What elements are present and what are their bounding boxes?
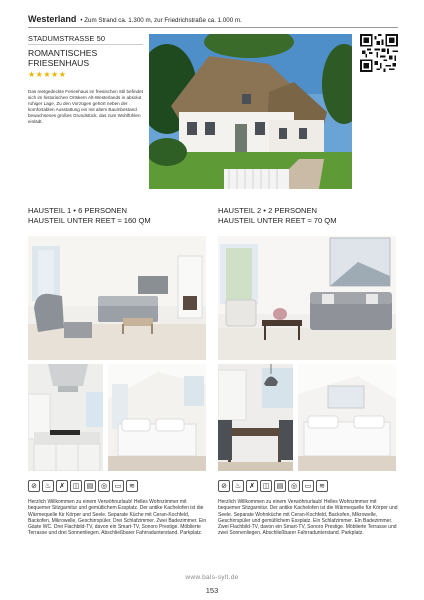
property-address: STADUMSTRASSE 50: [28, 34, 106, 43]
unit-1-heading-line1: HAUSTEIL 1 • 6 PERSONEN: [28, 206, 128, 215]
no-smoking-icon: ⊘: [218, 480, 230, 492]
unit-1-bedroom-photo: [108, 364, 206, 471]
unit-2-heading: [218, 206, 396, 226]
dishwasher-icon: ◫: [260, 480, 272, 492]
unit-2-heading-line2: HAUSTEIL UNTER REET ≈ 70 QM: [218, 216, 337, 225]
no-pets-icon: ✗: [56, 480, 68, 492]
tv-icon: ▭: [302, 480, 314, 492]
oven-icon: ▤: [84, 480, 96, 492]
unit-2-heading-line1: HAUSTEIL 2 • 2 PERSONEN: [218, 206, 318, 215]
property-title-line1: ROMANTISCHES: [28, 48, 98, 58]
unit-1-kitchen-photo: [28, 364, 103, 471]
unit-1-living-room-photo: [28, 236, 206, 360]
page-number: 153: [205, 586, 219, 595]
unit-2-living-room-photo: [218, 236, 396, 360]
unit-2-bedroom-photo: [298, 364, 396, 471]
oven-icon: ▤: [274, 480, 286, 492]
washing-machine-icon: ◎: [98, 480, 110, 492]
sauna-icon: ♨: [42, 480, 54, 492]
washing-machine-icon: ◎: [288, 480, 300, 492]
qr-code[interactable]: [360, 34, 398, 72]
distance-info: • Zum Strand ca. 1.300 m, zur Friedrichstraße ca. 1.000 m.: [80, 17, 242, 24]
divider: [28, 44, 143, 45]
property-title: [28, 48, 97, 68]
unit-2-description: Herzlich Willkommen zu einem Verwöhnurlaub! Helles Wohnzimmer mit bequemer Sitzgarnitur. Der antike Kachelofen ist die Wärmequelle für Körper und Seele. Separate Wohnküche mit Ceran-Kochfeld, Backofen, Mikrowelle, Geschirrspüler und gemütlichem Essplatz. Ein Schlafzimmer. Ein Badezimmer. Zwei Flachbild-TV, davon ein Smart-TV, Sonoro Prestige. Möblierte Terrasse und zwei Sonnenliegen. Abschließbarer Fahrradunterstand. Parkplatz.: [218, 499, 398, 537]
unit-1-heading-line2: HAUSTEIL UNTER REET ≈ 160 QM: [28, 216, 151, 225]
property-intro-text: Das reetgedeckte Ferienhaus im friesischen Stil befindet sich im historischen Ortskern Alt-Westerlands in absolut ruhiger Lage. Zu den Vorzügen gehört neben der komfortablen Ausstattung ein mit altem Baumbestand bewachsenes großes Grundstück, das zum Wohlfühlen einlädt.: [28, 89, 143, 124]
star-rating: ★★★★★: [28, 70, 67, 79]
house-exterior-photo: [149, 34, 352, 189]
property-title-line2: FRIESENHAUS: [28, 58, 90, 68]
unit-1-heading: [28, 206, 206, 226]
no-pets-icon: ✗: [246, 480, 258, 492]
unit-2-amenity-icons: [218, 480, 328, 492]
website-url[interactable]: www.bals-sylt.de: [185, 574, 239, 581]
unit-2-dining-photo: [218, 364, 293, 471]
wifi-icon: ≋: [316, 480, 328, 492]
no-smoking-icon: ⊘: [28, 480, 40, 492]
unit-1-description: Herzlich Willkommen zu einem Verwöhnurlaub! Helles Wohnzimmer mit bequemer Sitzgarnitur und gemütlichem Essplatz. Der antike Kachelofen ist die Wärmequelle für Körper und Seele. Separate Küche mit Ceran-Kochfeld, Backofen, Mikrowelle, Geschirrspüler. Drei Schlafzimmer. Zwei Badezimmer. Ein Gäste WC. Drei Flachbild-TV, davon ein Smart-TV, Sonoro Prestige. Möblierte Terrasse und drei Sonnenliegen. Abschließbarer Fahrradunterstand. Parkplatz.: [28, 499, 207, 537]
tv-icon: ▭: [112, 480, 124, 492]
wifi-icon: ≋: [126, 480, 138, 492]
sauna-icon: ♨: [232, 480, 244, 492]
unit-1-amenity-icons: [28, 480, 138, 492]
dishwasher-icon: ◫: [70, 480, 82, 492]
page-header: [28, 14, 398, 28]
location-title: Westerland: [28, 14, 77, 24]
